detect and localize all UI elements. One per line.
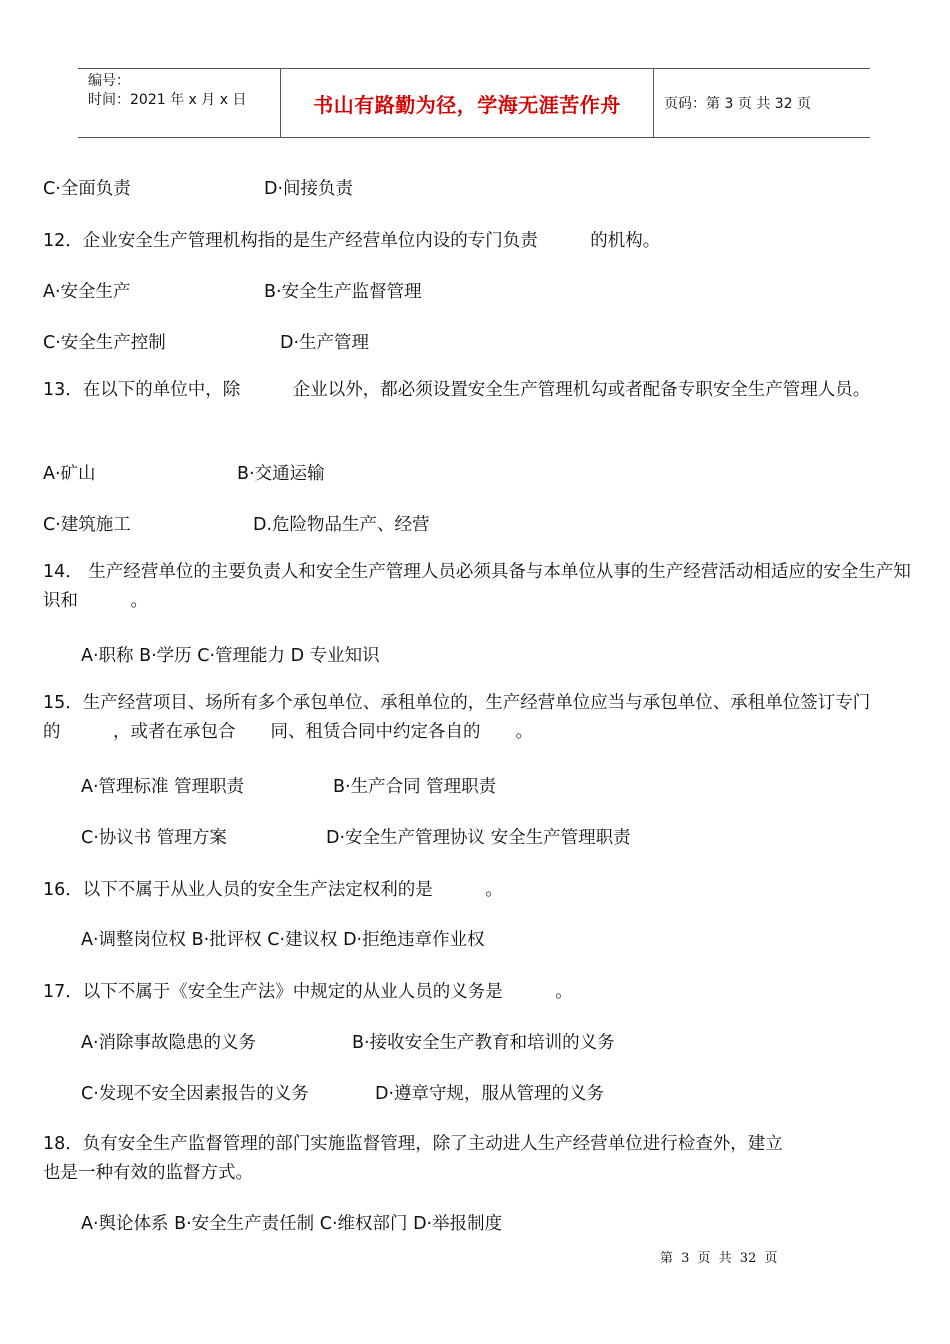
q11-option-c: C·全面负责 — [43, 179, 131, 199]
q11-option-d: D·间接负责 — [264, 179, 354, 199]
q13-option-d: D.危险物品生产、经营 — [253, 515, 430, 535]
q15-option-c: C·协议书 管理方案 — [81, 828, 227, 848]
q13-option-b: B·交通运输 — [237, 464, 325, 484]
header-meta — [78, 69, 281, 137]
header-page-info: 页码：第 3 页 共 32 页 — [664, 96, 811, 112]
q18-stem: 18．负有安全生产监督管理的部门实施监督管理，除了主动进人生产经营单位进行检查外，建立 — [43, 1134, 783, 1154]
q17-option-a: A·消除事故隐患的义务 — [81, 1033, 257, 1053]
q13-option-c: C·建筑施工 — [43, 515, 131, 535]
q14-stem: 14． 生产经营单位的主要负责人和安全生产管理人员必须具备与本单位从事的生产经营活动相适应的安全生产知识和 。 — [43, 562, 911, 611]
q15-stem: 15．生产经营项目、场所有多个承包单位、承租单位的，生产经营单位应当与承包单位、承租单位签订专门的 ，或者在承包合 同、租赁合同中约定各自的 。 — [43, 693, 871, 742]
q14-options: A·职称 B·学历 C·管理能力 D 专业知识 — [81, 646, 380, 666]
page-header — [78, 68, 870, 138]
q17-option-b: B·接收安全生产教育和培训的义务 — [352, 1033, 615, 1053]
q16-stem: 16．以下不属于从业人员的安全生产法定权利的是 。 — [43, 880, 503, 900]
q12-option-b: B·安全生产监督管理 — [264, 282, 422, 302]
q16-options: A·调整岗位权 B·批评权 C·建议权 D·拒绝违章作业权 — [81, 930, 485, 950]
q17-stem: 17．以下不属于《安全生产法》中规定的从业人员的义务是 。 — [43, 982, 573, 1002]
doc-number-label: 编号： — [88, 73, 130, 89]
q12-option-d: D·生产管理 — [280, 333, 370, 353]
q13-stem: 13．在以下的单位中，除 企业以外，都必须设置安全生产管理机勾或者配备专职安全生产管理人员。 — [43, 380, 871, 400]
q17-option-c: C·发现不安全因素报告的义务 — [81, 1084, 309, 1104]
q18-stem-continued: 也是一种有效的监督方式。 — [43, 1163, 253, 1183]
q18-options: A·舆论体系 B·安全生产责任制 C·维权部门 D·举报制度 — [81, 1214, 503, 1234]
doc-time-label: 时间：2021 年 x 月 x 日 — [88, 92, 247, 108]
q13-option-a: A·矿山 — [43, 464, 96, 484]
q12-option-a: A·安全生产 — [43, 282, 131, 302]
q15-option-b: B·生产合同 管理职责 — [333, 777, 497, 797]
q17-option-d: D·遵章守规，服从管理的义务 — [375, 1084, 605, 1104]
q15-option-d: D·安全生产管理协议 安全生产管理职责 — [326, 828, 631, 848]
header-motto-cell — [281, 69, 654, 137]
q15-option-a: A·管理标准 管理职责 — [81, 777, 245, 797]
header-motto: 书山有路勤为径，学海无涯苦作舟 — [313, 92, 621, 117]
q12-option-c: C·安全生产控制 — [43, 333, 166, 353]
q12-stem: 12．企业安全生产管理机构指的是生产经营单位内设的专门负责 的机构。 — [43, 231, 661, 251]
page-footer: 第 3 页 共 32 页 — [660, 1251, 778, 1266]
